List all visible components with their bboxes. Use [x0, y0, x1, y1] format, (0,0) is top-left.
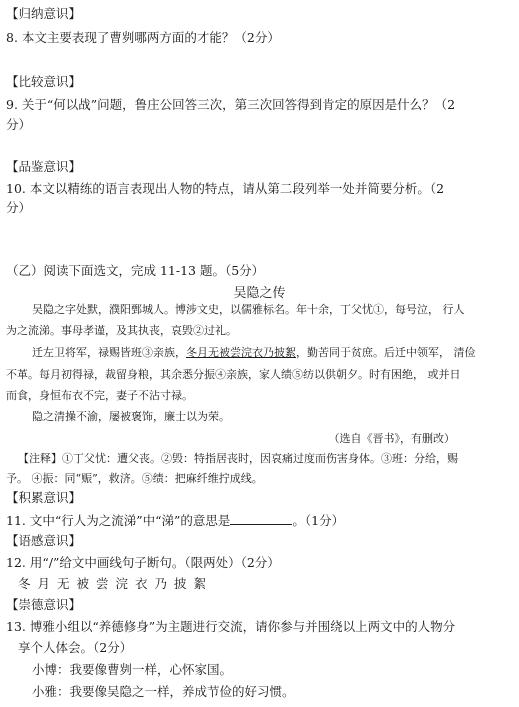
answer-xiaoya: 小雅：我要像吴隐之一样，养成节俭的好习惯。 — [32, 684, 295, 699]
question-9-line2: 分） — [6, 117, 32, 132]
section-tag: 【语感意识】 — [6, 533, 82, 548]
question-11-text: 11. 文中“行人为之流涕”中“涕”的意思是 — [6, 513, 231, 528]
annotation-line2: 予。 ④振：同“赈”，救济。⑤绩：把麻纤维拧成线。 — [6, 472, 263, 485]
section-tag: 【归纳意识】 — [6, 6, 82, 21]
question-12: 12. 用“/”给文中画线句子断句。（限两处）（2分） — [6, 555, 280, 570]
paragraph-2-line2: 不革。每月初得禄，裁留身粮，其余悉分振④亲族，家人绩⑤纺以供朝夕。时有困绝， 或并日 — [6, 368, 461, 381]
paragraph-2-line1 — [32, 345, 476, 361]
paragraph-1-line1: 吴隐之字处默，濮阳鄄城人。博涉文史，以儒雅标名。年十余，丁父忧①，每号泣， 行人 — [32, 303, 465, 316]
question-13-line2: 享个人体会。（2分） — [18, 640, 133, 655]
question-9-line1: 9. 关于“何以战”问题，鲁庄公回答三次，第三次回答得到肯定的原因是什么？（2 — [6, 97, 456, 112]
underlined-sentence: 冬月无被尝浣衣乃披絮 — [186, 346, 296, 359]
annotation-line1: 【注释】①丁父忧：遭父丧。②毁：特指居丧时，因哀痛过度而伤害身体。③班：分给，赐 — [18, 452, 458, 465]
section-tag: 【崇德意识】 — [6, 597, 82, 612]
paragraph-3: 隐之清操不渝，屡被褒饰，廉士以为荣。 — [32, 410, 230, 423]
sentence-to-punctuate: 冬月无被尝浣衣乃披絮 — [18, 576, 214, 591]
question-10-line2: 分） — [6, 200, 32, 215]
passage-heading: （乙）阅读下面选文，完成 11-13 题。（5分） — [6, 263, 265, 278]
question-11 — [6, 512, 344, 529]
paragraph-1-line2: 为之流涕。事母孝谨，及其执丧，哀毁②过礼。 — [6, 324, 237, 337]
section-tag: 【比较意识】 — [6, 74, 82, 89]
passage-source: （选自《晋书》，有删改） — [328, 432, 455, 445]
paragraph-2-text-post: ，勤苦同于贫庶。后迁中领军， 清俭 — [296, 346, 476, 359]
question-13-line1: 13. 博雅小组以“养德修身”为主题进行交流，请你参与并围绕以上两文中的人物分 — [6, 619, 456, 634]
answer-xiaobo: 小博：我要像曹刿一样，心怀家国。 — [32, 662, 233, 677]
question-8: 8. 本文主要表现了曹刿哪两方面的才能？（2分） — [6, 30, 280, 45]
passage-title: 吴隐之传 — [233, 286, 286, 301]
paragraph-2-line3: 而食，身恒布衣不完，妻子不沾寸禄。 — [6, 389, 193, 402]
section-tag: 【品鉴意识】 — [6, 159, 82, 174]
question-11-score: 。（1分） — [292, 513, 345, 528]
paragraph-2-text-pre: 迁左卫将军，禄赐皆班③亲族， — [32, 346, 186, 359]
section-tag: 【积累意识】 — [6, 490, 82, 505]
question-10-line1: 10. 本文以精练的语言表现出人物的特点，请从第二段列举一处并简要分析。（2 — [6, 181, 445, 196]
answer-blank[interactable] — [230, 512, 292, 525]
